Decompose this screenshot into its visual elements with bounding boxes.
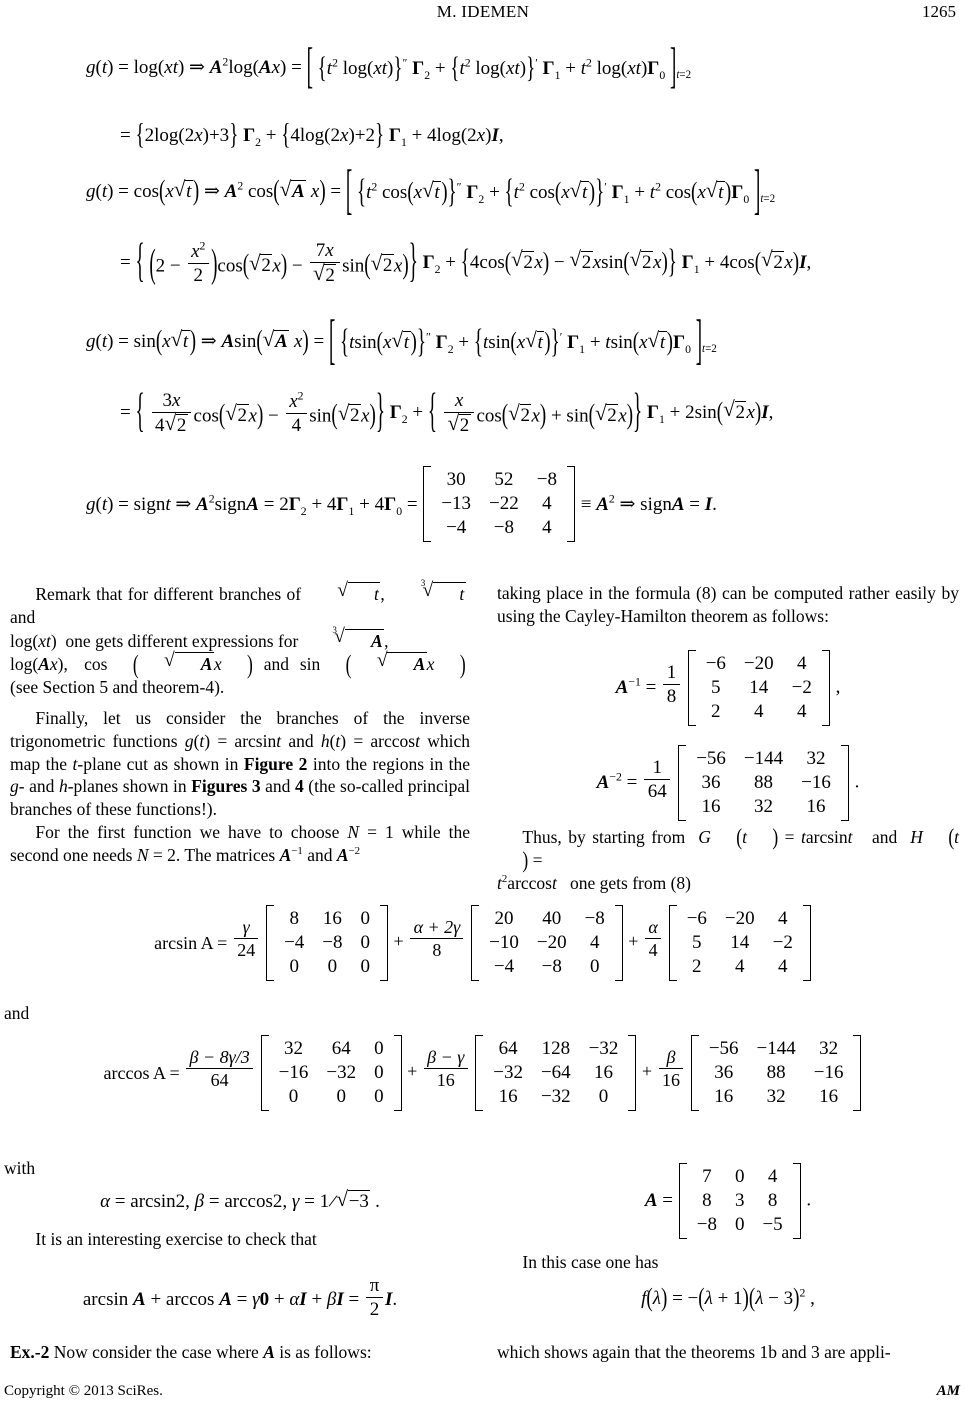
table-row [432,468,566,492]
cell: −144 [743,748,784,769]
cell: 4 [542,517,552,538]
scalar-denominator: 16 [659,1068,683,1090]
scalar-numerator: 1 [666,661,677,683]
right-column-paragraph-2 [497,823,960,894]
arcsin-label: arcsin A = [154,932,228,953]
cell: 64 [498,1038,518,1059]
cell: −56 [696,748,726,769]
text-run: one gets from (8) [570,872,692,893]
scalar-denominator: 24 [234,938,258,960]
scalar-numerator: γ [242,917,250,938]
paragraph: with [4,1158,36,1178]
cell: −8 [493,517,514,538]
table-row [697,700,821,724]
cell: −144 [756,1038,796,1059]
cell: 4 [777,956,788,977]
left-column-paragraph-2 [10,707,470,866]
copyright-notice: Copyright © 2013 SciRes. [4,1383,163,1399]
matrix-A [679,1163,801,1239]
arccos-label: arccos A = [103,1062,180,1083]
cell: 32 [754,796,774,817]
cell: 0 [360,932,371,953]
table-row [678,955,802,979]
cell: 8 [289,908,299,929]
left-column-paragraph-1 [10,582,470,699]
cell: 16 [701,796,721,817]
cell: 0 [360,956,371,977]
matrix-arcsin-2 [471,905,623,981]
paragraph: and [4,1003,30,1023]
cell: −64 [540,1062,571,1083]
table-row [678,907,802,931]
table-row [480,931,614,955]
cell: −6 [686,908,707,929]
cell: −5 [762,1214,783,1235]
cell: 4 [796,653,807,674]
table-row [697,652,821,676]
cell: 16 [806,796,826,817]
cell: 4 [777,908,788,929]
cell: 4 [735,956,745,977]
matrix-A-inverse-squared [678,745,849,821]
paragraph: It is an interesting exercise to check that [35,1229,317,1249]
cell: −8 [696,1214,717,1235]
table-row [484,1085,627,1109]
cell: 16 [322,908,342,929]
cell: −4 [493,956,515,977]
equation-alpha-beta-gamma: α = arcsin2, β = arccos2, γ = 1/ √ −3 . [10,1190,470,1213]
cell: 4 [754,701,764,722]
paragraph: Remark that for different branches of √ t, √ t 3 and log(xt) one gets different expressions for √ A 3, log(Ax), cos ( √ Ax ) and sin ( √ Ax ) (see Section 5 and theorem-4). [10,582,470,699]
cell: −20 [743,653,774,674]
cell: 16 [714,1086,734,1107]
text-run: , [380,584,385,604]
paragraph: which shows again that the theorems 1b and 3 are appli- [497,1342,891,1362]
cell: 20 [494,908,514,929]
cell: −4 [284,932,305,953]
left-column-paragraph-4 [10,1228,470,1251]
right-column-paragraph-4 [497,1341,959,1364]
table-row [688,1189,792,1213]
equation-arccos-A: arccos A = $\frac{\beta - 8\gamma/3}{64}$ 32 64 0 −16 −32 0 0 0 0 + $\frac{\beta - \gamma}{16}$ 64 128 −32 −32 −64 16 16 −32 0 + $\frac{\beta}{16}$ −56 −144 32 36 88 −16 16 32 16 [0,1035,966,1111]
scalar-numerator: β − γ [427,1047,465,1068]
cell: 32 [819,1038,839,1059]
paragraph: Ex.-2 Now consider the case where A is as follows: [10,1342,372,1362]
table-row [688,1165,792,1189]
table-row [687,771,840,795]
cell: −32 [493,1062,523,1083]
matrix-trailing-punctuation: . [806,1189,812,1211]
table-row [678,931,802,955]
page-footer [0,1383,966,1405]
paragraph: taking place in the formula (8) can be computed rather easily by using the Cayley-Hamilton theorem as follows: [497,583,959,626]
table-row [275,931,379,955]
cell: −4 [446,517,467,538]
cell: −22 [489,493,519,514]
right-column-paragraph-3 [497,1251,959,1274]
cell: 0 [598,1086,609,1107]
matrix-arccos-1 [261,1035,402,1111]
cell: 40 [542,908,562,929]
cell: 30 [446,469,466,490]
cell: 16 [498,1086,518,1107]
cell: −16 [278,1062,309,1083]
table-row [700,1037,853,1061]
cell: −8 [584,908,605,929]
equation-cos-line1: g(t) = cos(x √ t) ⇒ $A^2$ cos( √ A x) = [ {$t^2$ cos(x √ t)}″ $\Gamma_2 + \{t^2$ cos(x √ t)}′ $\Gamma_1 + t^2$ cos(x √ $t)\Gamma_0$ ]$_{t=2}$ [86,180,775,204]
table-row [480,955,614,979]
cell: 0 [374,1062,384,1083]
cell: 0 [734,1166,745,1187]
cell: 2 [711,701,721,722]
equation-matrix-A: A = 7 0 4 8 3 8 −8 0 −5 . [497,1163,959,1239]
cell: 0 [288,1086,299,1107]
table-row [484,1037,627,1061]
cell: −32 [540,1086,571,1107]
scalar-numerator: α [648,917,658,938]
matrix-arcsin-3 [669,905,811,981]
cell: 32 [766,1086,786,1107]
scalar-denominator: 64 [644,779,670,802]
scalar-denominator: 8 [663,684,679,707]
text-run: , [63,654,68,675]
matrix-arccos-2 [475,1035,636,1111]
matrix-trailing-punctuation: . [854,771,860,793]
scalar-numerator: β − 8γ/3 [189,1047,250,1068]
paragraph: Thus, by starting from G (t ) = tarcsint and H (t) = $t^2\arccos t$ one gets from (8) [497,823,960,893]
cell: −8 [322,932,343,953]
cell: −20 [536,932,567,953]
cell: 0 [374,1086,384,1107]
cell: −2 [772,932,793,953]
equation-f-lambda: $f(\lambda) = -(\lambda + 1)(\lambda - 3)^2$ , [641,1283,815,1313]
cell: 32 [284,1038,303,1059]
scalar-denominator: 8 [410,938,463,960]
scalar-numerator: 1 [652,756,663,778]
text-run: Remark that for different branches of [35,584,302,604]
table-row [688,1213,792,1237]
equation-sin-line1: g(t) = sin(x √ t) ⇒ Asin( √ A x) = [ {tsin(x √ t)}″ $\Gamma_2 + \{tsin(x$ √ t)}′ $\Gamma_1 + tsin(x$ √ $t)\Gamma_0$ ]$_{t=2}$ [86,330,717,354]
cell: 36 [701,772,721,793]
text-run: (see Section 5 and theorem-4). [10,677,225,697]
table-row [432,492,566,516]
cell: −56 [708,1038,739,1059]
cell: 0 [327,956,338,977]
cell: 0 [289,956,299,977]
cell: −8 [536,469,557,490]
table-row [697,676,821,700]
scalar-numerator: α + 2γ [413,917,461,938]
connector-and [4,1002,204,1025]
cell: 7 [702,1166,712,1187]
cell: 52 [494,469,514,490]
paragraph: Finally, let us consider the branches of the inverse trigonometric functions g(t) = arcsint and h(t) = arccost which map the t-plane cut as shown in Figure 2 into the regions in the g- and h-planes shown in Figures 3 and 4 (the so-called principal branches of these functions!). [10,708,470,819]
cell: 88 [754,772,774,793]
equation-arcsin-plus-arccos: arcsin A + arccos A = γ0 + αI + βI = $\frac{\pi}{2}$ I. [82,1275,398,1321]
scalar-numerator: β [666,1047,676,1068]
text-run: and [872,827,898,847]
page-number: 1265 [922,2,956,21]
matrix-arcsin-1 [266,905,388,981]
left-column-ex2 [10,1341,470,1364]
equation-A-inverse-squared: $A^{-2}$ = $\frac{1}{64}$ −56 −144 32 36 88 −16 16 32 16 . [497,745,959,821]
text-run: Thus, by starting from [522,827,686,847]
equation-log-line2: = {2log(2x)+3} $\Gamma_2 + \{4\log(2x)+2\} \Gamma_1 + 4\log(2x)I$, [120,118,504,152]
cell: −16 [801,772,831,793]
cell: 5 [711,677,721,698]
cell: 32 [806,748,826,769]
text-run: and [10,606,36,627]
scalar-denominator: 64 [186,1068,253,1090]
cell: 2 [692,956,702,977]
table-row [484,1061,627,1085]
cell: 0 [734,1214,745,1235]
cell: 4 [542,493,552,514]
text-run: and [263,654,289,675]
cell: −2 [791,677,812,698]
paragraph: In this case one has [522,1252,659,1272]
matrix-A-inverse [688,650,830,726]
cell: −20 [724,908,755,929]
equation-sign-line: g(t) = signt ⇒ $A^2signA = 2\Gamma_2 + 4\Gamma_1 + 4\Gamma_0$ = 30 52 −8 −13 −22 4 −4 −8 4 ≡ $A^2$ ⇒ signA = I. [86,466,717,542]
cell: 8 [702,1190,712,1211]
journal-abbreviation: AM [936,1383,960,1399]
cell: 3 [734,1190,745,1211]
cell: 128 [541,1038,571,1059]
cell: −13 [441,493,472,514]
running-head-author: M. IDEMEN [436,2,530,21]
equation-arcsin-A: arcsin A = $\frac{\gamma}{24}$ 8 16 0 −4 −8 0 0 0 0 + $\frac{\alpha + 2\gamma}{8}$ 20 40 −8 −10 −20 4 −4 −8 0 + $\frac{\alpha}{4}$ −6 −20 4 5 14 −2 2 4 4 [0,905,966,981]
matrix-arccos-3 [691,1035,862,1111]
cell: −8 [541,956,562,977]
table-row [687,795,840,819]
table-row [270,1061,393,1085]
table-row [480,907,614,931]
equation-sin-line2: = { $\frac{3x}{4 √ 2}$ cos( √ 2x) − $\frac{x^2}{4}$ sin( √ 2x)} $\Gamma_2$ + { x √ 2 cos( √ 2x) + sin( √ 2x)} $\Gamma_1 + 2\sin$( √ 2x)I, [120,390,773,437]
matrix-trailing-punctuation: , [835,676,841,698]
text-run: , [384,630,389,651]
cell: −6 [705,653,726,674]
cell: 8 [767,1190,778,1211]
equation-log-line1: g(t) = log(xt) ⇒ $A^2\log(Ax)$ = [ {$t^2$ log(xt)}″ $\Gamma_2 + \{t^2$ log(xt)}′ $\Gamma_1 + t^2$ $\log(xt)\Gamma_0$ ]$_{t=2}$ [86,40,692,95]
cell: 16 [594,1062,614,1083]
table-row [275,955,379,979]
cell: 0 [589,956,600,977]
cell: 88 [766,1062,786,1083]
equation-cos-line2: = { (2 − $\frac{x^2}{2}$ )cos( √ 2x) − 7x √ 2 sin( √ 2x)} $\Gamma_2 + \{4\cos$( √ 2x) − √ 2xsin( √ 2x)} $\Gamma_1 + 4\cos$( √ 2x)I, [120,240,811,287]
cell: −32 [588,1038,619,1059]
table-row [270,1085,393,1109]
cell: −32 [326,1062,357,1083]
scalar-denominator: 4 [645,938,661,960]
right-column-paragraph-1 [497,582,959,628]
table-row [700,1085,853,1109]
cell: 14 [749,677,769,698]
cell: 36 [714,1062,734,1083]
text-run: one gets different expressions for [65,630,299,651]
cell: 0 [360,908,371,929]
table-row [275,907,379,931]
cell: −16 [813,1062,844,1083]
ex2-label: Ex.-2 [10,1342,50,1362]
matrix-sign [423,466,575,542]
scalar-denominator: 16 [424,1068,468,1090]
cell: 64 [331,1038,351,1059]
cell: 0 [374,1038,384,1059]
cell: 4 [796,701,807,722]
connector-with [4,1157,204,1180]
equation-A-inverse: $A^{-1}$ = $\frac{1}{8}$ −6 −20 4 5 14 −2 2 4 4 , [497,650,959,726]
cell: 4 [589,932,600,953]
cell: 4 [767,1166,778,1187]
table-row [432,516,566,540]
cell: 16 [819,1086,839,1107]
cell: 5 [692,932,702,953]
cell: 14 [730,932,750,953]
running-head [0,2,966,28]
cell: 0 [336,1086,346,1107]
table-row [700,1061,853,1085]
table-row [270,1037,393,1061]
cell: −10 [489,932,519,953]
paragraph: For the first function we have to choose N = 1 while the second one needs N = 2. The matrices $A^{-1}$ and $A^{-2}$ [10,821,470,865]
table-row [687,747,840,771]
